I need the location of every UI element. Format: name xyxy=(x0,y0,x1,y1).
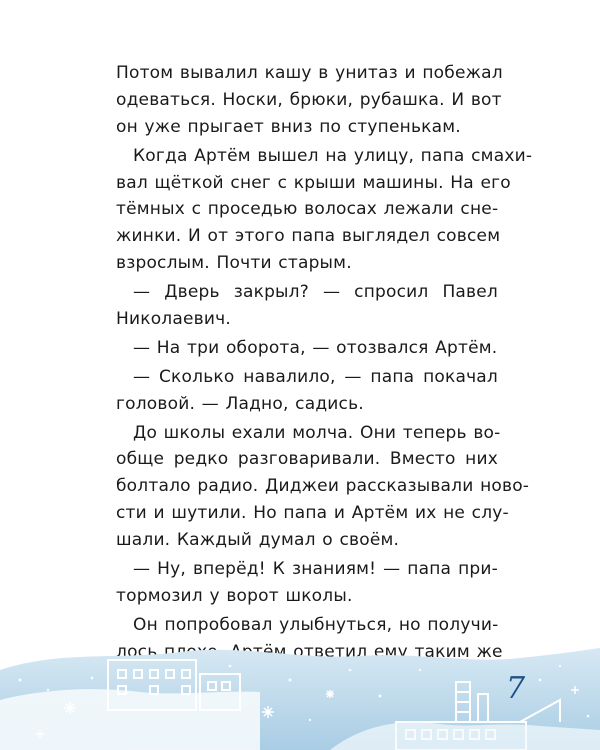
text-line: вал щёткой снег с крыши машины. На его xyxy=(116,172,511,193)
text-line: он уже прыгает вниз по ступенькам. xyxy=(116,116,461,137)
paragraph xyxy=(116,556,498,610)
text-line: головой. — Ладно, садись. xyxy=(116,393,364,414)
text-line: — Ну, вперёд! К знаниям! — папа при- xyxy=(133,559,498,580)
text-line: — На три оборота, — отозвался Артём. xyxy=(133,337,498,358)
paragraph xyxy=(116,420,530,554)
text-line: болтало радио. Диджеи рассказывали ново- xyxy=(116,476,530,497)
text-line: Когда Артём вышел на улицу, папа смахи- xyxy=(133,145,533,166)
text-line: одеваться. Носки, брюки, рубашка. И вот xyxy=(116,89,502,110)
text-line: лось плохо. Артём ответил ему таким же xyxy=(116,641,503,662)
text-line: До школы ехали молча. Они теперь во- xyxy=(133,422,501,443)
text-line: шали. Каждый думал о своём. xyxy=(116,530,400,551)
page-number: 7 xyxy=(506,671,526,706)
text-line: Николаевич. xyxy=(116,309,231,330)
paragraph xyxy=(116,143,533,277)
text-line: жинки. И от этого папа выглядел совсем xyxy=(116,226,501,247)
text-line: тёмных с проседью волосах лежали сне- xyxy=(116,199,499,220)
snow-hill xyxy=(0,689,260,750)
text-line: — Сколько навалило, — папа покачал xyxy=(133,366,498,387)
text-line: взрослым. Почти старым. xyxy=(116,253,352,274)
text-line: Он попробовал улыбнуться, но получи- xyxy=(133,614,499,635)
paragraph xyxy=(116,279,498,333)
paragraph xyxy=(116,60,503,141)
text-line: тормозил у ворот школы. xyxy=(116,585,353,606)
text-line: обще редко разговаривали. Вместо них xyxy=(116,449,498,470)
text-line: — Дверь закрыл? — спросил Павел xyxy=(133,282,498,303)
body-text xyxy=(116,60,533,692)
paragraph xyxy=(116,364,498,418)
text-line: сти и шутили. Но папа и Артём их не слу- xyxy=(116,503,509,524)
text-line: Потом вывалил кашу в унитаз и побежал xyxy=(116,63,503,83)
paragraph xyxy=(116,335,498,362)
